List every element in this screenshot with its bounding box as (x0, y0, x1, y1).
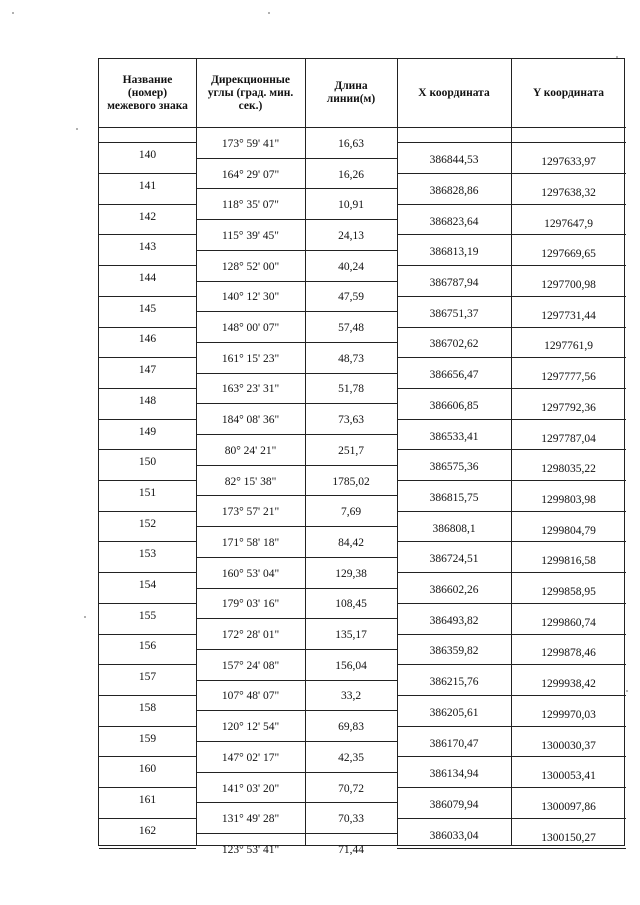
header-angle: Дирекционные углы (град. мин. сек.) (207, 73, 294, 112)
row-divider (397, 142, 626, 143)
row-divider (397, 173, 626, 174)
point-y: 1299858,95 (541, 586, 596, 598)
segment-angle: 123° 53' 41" (221, 843, 280, 856)
point-name: 147 (138, 364, 157, 377)
segment-angle: 141° 03' 20" (221, 782, 280, 795)
point-y: 1299816,58 (541, 555, 596, 568)
row-divider (99, 695, 196, 696)
point-y: 1297700,98 (541, 279, 596, 291)
row-divider (99, 511, 196, 512)
row-divider (99, 234, 196, 235)
point-x: 386602,26 (429, 584, 479, 596)
row-divider (397, 787, 626, 788)
point-x: 386205,61 (429, 706, 479, 719)
point-y: 1297633,97 (541, 156, 596, 169)
point-name: 153 (138, 548, 157, 561)
header-length: Длина линии(м) (326, 80, 376, 105)
row-divider (397, 327, 626, 328)
segment-angle: 115° 39' 45" (222, 229, 279, 242)
point-y: 1297761,9 (544, 340, 593, 353)
segment-length: 251,7 (338, 444, 364, 457)
segment-angle: 173° 59' 41" (221, 137, 280, 150)
point-y: 1297669,65 (541, 248, 596, 261)
point-y: 1299860,74 (541, 616, 596, 629)
point-name: 158 (138, 701, 157, 714)
row-divider (196, 710, 397, 711)
segment-length: 48,73 (338, 352, 364, 365)
segment-angle: 82° 15' 38" (224, 475, 277, 488)
row-divider (99, 848, 196, 849)
segment-angle: 147° 02' 17" (221, 751, 280, 764)
point-y: 1299938,42 (541, 678, 596, 691)
column-divider (397, 59, 398, 845)
row-divider (99, 634, 196, 635)
row-divider (196, 250, 397, 251)
row-divider (99, 327, 196, 328)
point-y: 1297792,36 (541, 401, 596, 414)
row-divider (196, 649, 397, 650)
row-divider (99, 173, 196, 174)
point-name: 152 (138, 517, 157, 530)
segment-length: 24,13 (338, 229, 364, 242)
segment-angle: 163° 23' 31" (221, 383, 280, 396)
row-divider (397, 726, 626, 727)
segment-length: 71,44 (338, 843, 364, 856)
row-divider (397, 265, 626, 266)
segment-length: 69,83 (338, 721, 364, 734)
segment-angle: 128° 52' 00" (221, 260, 280, 273)
row-divider (397, 818, 626, 819)
row-divider (196, 311, 397, 312)
row-divider (397, 664, 626, 665)
point-x: 386533,41 (429, 430, 479, 443)
row-divider (397, 480, 626, 481)
scan-speck (268, 12, 270, 14)
scan-speck (84, 616, 86, 618)
point-name: 157 (138, 671, 157, 684)
scan-speck (626, 690, 628, 692)
header-y: Y координата (532, 86, 605, 99)
row-divider (397, 296, 626, 297)
segment-length: 10,91 (338, 199, 364, 212)
row-divider (196, 403, 397, 404)
point-y: 1300097,86 (541, 800, 596, 813)
row-divider (397, 511, 626, 512)
point-x: 386808,1 (432, 522, 476, 535)
row-divider (196, 526, 397, 527)
point-x: 386033,04 (429, 829, 479, 842)
row-divider (99, 541, 196, 542)
segment-length: 129,38 (335, 567, 367, 580)
point-name: 150 (138, 456, 157, 469)
row-divider (196, 281, 397, 282)
row-divider (397, 419, 626, 420)
segment-angle: 160° 53' 04" (221, 567, 280, 580)
point-name: 151 (138, 486, 157, 499)
point-x: 386575,36 (429, 461, 479, 474)
point-name: 143 (138, 241, 157, 254)
point-x: 386656,47 (429, 369, 479, 382)
segment-angle: 118° 35' 07" (222, 199, 279, 212)
header-x: X координата (418, 86, 490, 99)
segment-angle: 172° 28' 01" (221, 629, 280, 642)
segment-length: 42,35 (338, 751, 364, 764)
row-divider (397, 204, 626, 205)
row-divider (397, 603, 626, 604)
row-divider (196, 465, 397, 466)
point-name: 162 (138, 824, 157, 837)
point-x: 386134,94 (429, 768, 479, 781)
segment-length: 70,72 (338, 782, 364, 795)
segment-angle: 171° 58' 18" (221, 536, 280, 549)
segment-length: 1785,02 (332, 475, 370, 488)
row-divider (397, 634, 626, 635)
row-divider (99, 756, 196, 757)
point-y: 1298035,22 (541, 463, 596, 476)
point-name: 142 (138, 210, 157, 223)
point-x: 386359,82 (429, 645, 479, 658)
segment-angle: 80° 24' 21" (224, 444, 277, 457)
point-name: 145 (138, 302, 157, 315)
segment-length: 73,63 (338, 414, 364, 427)
row-divider (397, 449, 626, 450)
segment-length: 47,59 (338, 291, 364, 304)
point-x: 386823,64 (429, 215, 479, 228)
segment-length: 16,26 (338, 168, 364, 181)
row-divider (99, 142, 196, 143)
scan-speck (616, 56, 618, 58)
point-name: 161 (138, 793, 157, 806)
point-y: 1300030,37 (541, 739, 596, 752)
segment-length: 16,63 (338, 137, 364, 150)
point-x: 386787,94 (429, 277, 479, 289)
row-divider (397, 357, 626, 358)
point-y: 1299878,46 (541, 647, 596, 660)
row-divider (99, 296, 196, 297)
segment-angle: 140° 12' 30" (221, 291, 280, 304)
segment-angle: 148° 00' 07" (221, 322, 280, 335)
point-name: 160 (138, 763, 157, 776)
row-divider (397, 572, 626, 573)
point-name: 140 (138, 149, 157, 162)
segment-angle: 157° 24' 08" (221, 659, 280, 672)
segment-length: 108,45 (335, 598, 367, 611)
row-divider (99, 572, 196, 573)
point-x: 386828,86 (429, 184, 479, 197)
row-divider (99, 664, 196, 665)
point-x: 386813,19 (429, 246, 479, 259)
row-divider (196, 434, 397, 435)
point-x: 386815,75 (429, 491, 479, 504)
point-x: 386606,85 (429, 399, 479, 412)
point-y: 1299804,79 (541, 524, 596, 537)
segment-angle: 179° 03' 16" (221, 598, 280, 611)
segment-length: 156,04 (335, 659, 367, 672)
segment-length: 84,42 (338, 536, 364, 549)
row-divider (99, 449, 196, 450)
coordinates-table (98, 58, 625, 856)
row-divider (99, 265, 196, 266)
point-x: 386724,51 (429, 553, 479, 566)
point-name: 149 (138, 425, 157, 438)
row-divider (397, 848, 626, 849)
point-name: 148 (138, 394, 157, 407)
point-x: 386844,53 (429, 154, 479, 167)
row-divider (196, 802, 397, 803)
row-divider (99, 127, 626, 128)
row-divider (99, 787, 196, 788)
segment-length: 7,69 (340, 506, 362, 519)
row-divider (196, 680, 397, 681)
row-divider (99, 726, 196, 727)
row-divider (196, 557, 397, 558)
segment-angle: 107° 48' 07" (221, 690, 280, 703)
point-name: 159 (138, 732, 157, 745)
point-y: 1297731,44 (541, 309, 596, 322)
point-name: 154 (138, 579, 157, 591)
row-divider (196, 833, 397, 834)
row-divider (99, 419, 196, 420)
header-name: Название (номер) межевого знака (107, 73, 188, 112)
row-divider (99, 357, 196, 358)
point-y: 1300053,41 (541, 770, 596, 783)
row-divider (196, 158, 397, 159)
segment-angle: 164° 29' 07" (221, 168, 280, 181)
point-name: 141 (138, 179, 157, 192)
row-divider (196, 219, 397, 220)
segment-length: 51,78 (338, 383, 364, 396)
row-divider (196, 373, 397, 374)
segment-angle: 161° 15' 23" (221, 352, 280, 365)
row-divider (196, 741, 397, 742)
point-x: 386702,62 (429, 338, 479, 351)
row-divider (397, 756, 626, 757)
point-name: 146 (138, 333, 157, 346)
point-y: 1299803,98 (541, 493, 596, 506)
row-divider (99, 818, 196, 819)
segment-length: 70,33 (338, 813, 364, 826)
row-divider (196, 342, 397, 343)
point-x: 386170,47 (429, 737, 479, 750)
point-name: 156 (138, 640, 157, 653)
scan-speck (12, 12, 14, 14)
scan-speck (76, 128, 78, 130)
row-divider (99, 603, 196, 604)
point-x: 386751,37 (429, 307, 479, 320)
row-divider (196, 772, 397, 773)
segment-angle: 131° 49' 28" (221, 813, 280, 826)
row-divider (196, 188, 397, 189)
point-y: 1297787,04 (541, 432, 596, 445)
column-divider (511, 59, 512, 845)
point-y: 1297777,56 (541, 371, 596, 384)
row-divider (99, 480, 196, 481)
segment-length: 40,24 (338, 260, 364, 273)
row-divider (196, 495, 397, 496)
point-x: 386493,82 (429, 614, 479, 627)
point-y: 1300150,27 (541, 831, 596, 844)
segment-angle: 173° 57' 21" (221, 506, 280, 519)
segment-angle: 120° 12' 54" (221, 721, 280, 734)
row-divider (99, 204, 196, 205)
row-divider (397, 388, 626, 389)
point-y: 1297647,9 (544, 217, 593, 230)
row-divider (99, 388, 196, 389)
segment-length: 33,2 (340, 690, 362, 703)
row-divider (397, 541, 626, 542)
point-name: 155 (138, 609, 157, 622)
point-name: 144 (138, 272, 157, 284)
segment-length: 57,48 (338, 322, 364, 335)
row-divider (397, 234, 626, 235)
segment-angle: 184° 08' 36" (221, 414, 280, 427)
point-y: 1299970,03 (541, 708, 596, 721)
row-divider (196, 588, 397, 589)
row-divider (196, 618, 397, 619)
point-x: 386215,76 (429, 676, 479, 689)
point-y: 1297638,32 (541, 186, 596, 199)
point-x: 386079,94 (429, 798, 479, 811)
segment-length: 135,17 (335, 629, 367, 642)
row-divider (397, 695, 626, 696)
